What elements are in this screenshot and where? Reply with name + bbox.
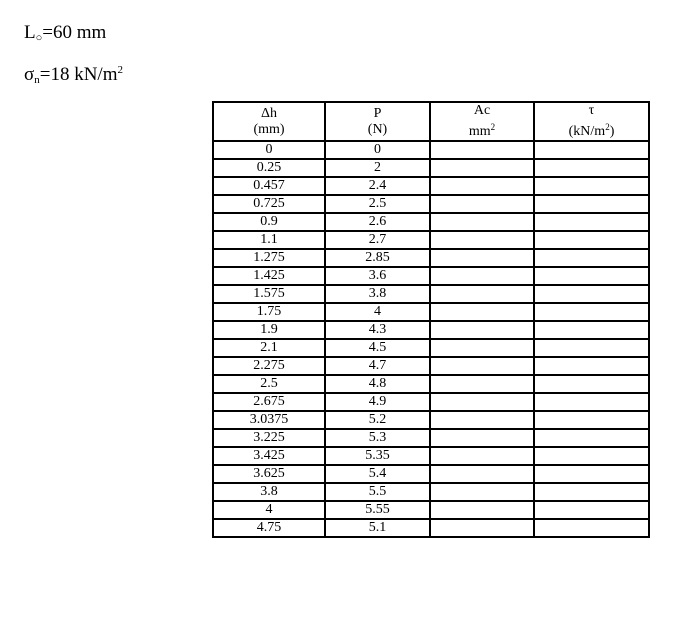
cell-p: 2 <box>325 159 430 177</box>
cell-p: 4.3 <box>325 321 430 339</box>
table-row <box>213 519 649 537</box>
cell-dh: 0.25 <box>213 159 325 177</box>
cell-p: 3.6 <box>325 267 430 285</box>
cell-ac <box>430 285 534 303</box>
header-tau <box>534 102 649 141</box>
cell-p: 0 <box>325 141 430 159</box>
header-tau-unit <box>535 119 648 140</box>
cell-p: 5.2 <box>325 411 430 429</box>
cell-ac <box>430 303 534 321</box>
sigma-value: =18 kN/m <box>39 64 118 85</box>
table-row <box>213 213 649 231</box>
length-parameter <box>24 23 106 44</box>
cell-tau <box>534 339 649 357</box>
shear-test-table <box>212 101 650 538</box>
cell-ac <box>430 249 534 267</box>
cell-tau <box>534 429 649 447</box>
cell-ac <box>430 267 534 285</box>
cell-p: 3.8 <box>325 285 430 303</box>
cell-p: 2.85 <box>325 249 430 267</box>
cell-tau <box>534 519 649 537</box>
header-dh-symbol: Δh <box>260 105 277 121</box>
header-tau-unit-post: ) <box>609 124 615 139</box>
header-ac-unit <box>431 119 533 140</box>
cell-tau <box>534 213 649 231</box>
cell-ac <box>430 231 534 249</box>
cell-p: 4.9 <box>325 393 430 411</box>
cell-p: 2.6 <box>325 213 430 231</box>
cell-tau <box>534 231 649 249</box>
cell-tau <box>534 465 649 483</box>
cell-p: 5.4 <box>325 465 430 483</box>
header-dh <box>213 102 325 141</box>
table-row <box>213 411 649 429</box>
cell-dh: 2.675 <box>213 393 325 411</box>
table-row <box>213 465 649 483</box>
table-row <box>213 231 649 249</box>
cell-p: 5.1 <box>325 519 430 537</box>
cell-p: 4.5 <box>325 339 430 357</box>
cell-p: 5.5 <box>325 483 430 501</box>
cell-dh: 1.75 <box>213 303 325 321</box>
cell-tau <box>534 177 649 195</box>
cell-ac <box>430 393 534 411</box>
table-row <box>213 357 649 375</box>
cell-p: 2.7 <box>325 231 430 249</box>
header-ac <box>430 102 534 141</box>
table-body <box>213 141 649 537</box>
cell-dh: 1.1 <box>213 231 325 249</box>
cell-dh: 4 <box>213 501 325 519</box>
cell-dh: 3.0375 <box>213 411 325 429</box>
cell-ac <box>430 357 534 375</box>
cell-tau <box>534 483 649 501</box>
cell-dh: 2.275 <box>213 357 325 375</box>
table-row <box>213 393 649 411</box>
length-symbol: L <box>24 22 36 43</box>
table-row <box>213 195 649 213</box>
cell-tau <box>534 447 649 465</box>
cell-ac <box>430 519 534 537</box>
header-p-symbol: P <box>373 105 382 121</box>
cell-tau <box>534 195 649 213</box>
cell-ac <box>430 321 534 339</box>
cell-dh: 3.8 <box>213 483 325 501</box>
table-row <box>213 159 649 177</box>
cell-dh: 4.75 <box>213 519 325 537</box>
cell-dh: 3.225 <box>213 429 325 447</box>
cell-ac <box>430 195 534 213</box>
cell-dh: 2.1 <box>213 339 325 357</box>
cell-tau <box>534 375 649 393</box>
cell-ac <box>430 501 534 519</box>
cell-p: 2.4 <box>325 177 430 195</box>
cell-p: 5.35 <box>325 447 430 465</box>
header-p-unit: (N) <box>367 121 388 137</box>
cell-tau <box>534 357 649 375</box>
cell-dh: 2.5 <box>213 375 325 393</box>
table-row <box>213 375 649 393</box>
cell-tau <box>534 501 649 519</box>
cell-dh: 0 <box>213 141 325 159</box>
table-row <box>213 303 649 321</box>
cell-dh: 0.457 <box>213 177 325 195</box>
cell-tau <box>534 159 649 177</box>
table-row <box>213 177 649 195</box>
table-row <box>213 249 649 267</box>
cell-tau <box>534 411 649 429</box>
table-row <box>213 339 649 357</box>
cell-dh: 0.9 <box>213 213 325 231</box>
cell-p: 4.7 <box>325 357 430 375</box>
cell-p: 5.3 <box>325 429 430 447</box>
cell-ac <box>430 483 534 501</box>
cell-ac <box>430 447 534 465</box>
header-tau-unit-pre: (kN/m <box>568 124 606 139</box>
cell-ac <box>430 159 534 177</box>
table-row <box>213 429 649 447</box>
cell-ac <box>430 465 534 483</box>
header-tau-unit-sup: 2 <box>605 122 610 132</box>
header-dh-unit: (mm) <box>253 121 285 137</box>
table-row <box>213 483 649 501</box>
header-row <box>213 102 649 141</box>
cell-ac <box>430 213 534 231</box>
sigma-symbol: σ <box>24 64 35 85</box>
normal-stress-parameter <box>24 65 123 86</box>
table-row <box>213 267 649 285</box>
table-row <box>213 501 649 519</box>
cell-ac <box>430 141 534 159</box>
table-row <box>213 321 649 339</box>
cell-tau <box>534 267 649 285</box>
length-value: =60 mm <box>42 22 107 43</box>
cell-tau <box>534 249 649 267</box>
cell-dh: 3.425 <box>213 447 325 465</box>
header-tau-symbol: τ <box>588 103 595 118</box>
header-ac-unit-text: mm <box>468 124 491 139</box>
cell-p: 5.55 <box>325 501 430 519</box>
cell-tau <box>534 285 649 303</box>
length-subscript: ○ <box>35 32 43 44</box>
cell-ac <box>430 429 534 447</box>
sigma-subscript: n <box>34 74 40 86</box>
cell-ac <box>430 177 534 195</box>
cell-ac <box>430 411 534 429</box>
header-ac-symbol: Ac <box>473 103 491 118</box>
table-row <box>213 447 649 465</box>
cell-dh: 1.575 <box>213 285 325 303</box>
cell-dh: 3.625 <box>213 465 325 483</box>
table-row <box>213 141 649 159</box>
cell-ac <box>430 339 534 357</box>
cell-tau <box>534 321 649 339</box>
cell-ac <box>430 375 534 393</box>
cell-dh: 1.425 <box>213 267 325 285</box>
cell-dh: 1.275 <box>213 249 325 267</box>
header-p <box>325 102 430 141</box>
sigma-superscript: 2 <box>117 64 123 76</box>
cell-p: 4 <box>325 303 430 321</box>
cell-p: 2.5 <box>325 195 430 213</box>
cell-tau <box>534 393 649 411</box>
cell-tau <box>534 303 649 321</box>
cell-dh: 0.725 <box>213 195 325 213</box>
table-row <box>213 285 649 303</box>
header-ac-unit-sup: 2 <box>490 122 496 132</box>
cell-p: 4.8 <box>325 375 430 393</box>
cell-dh: 1.9 <box>213 321 325 339</box>
cell-tau <box>534 141 649 159</box>
